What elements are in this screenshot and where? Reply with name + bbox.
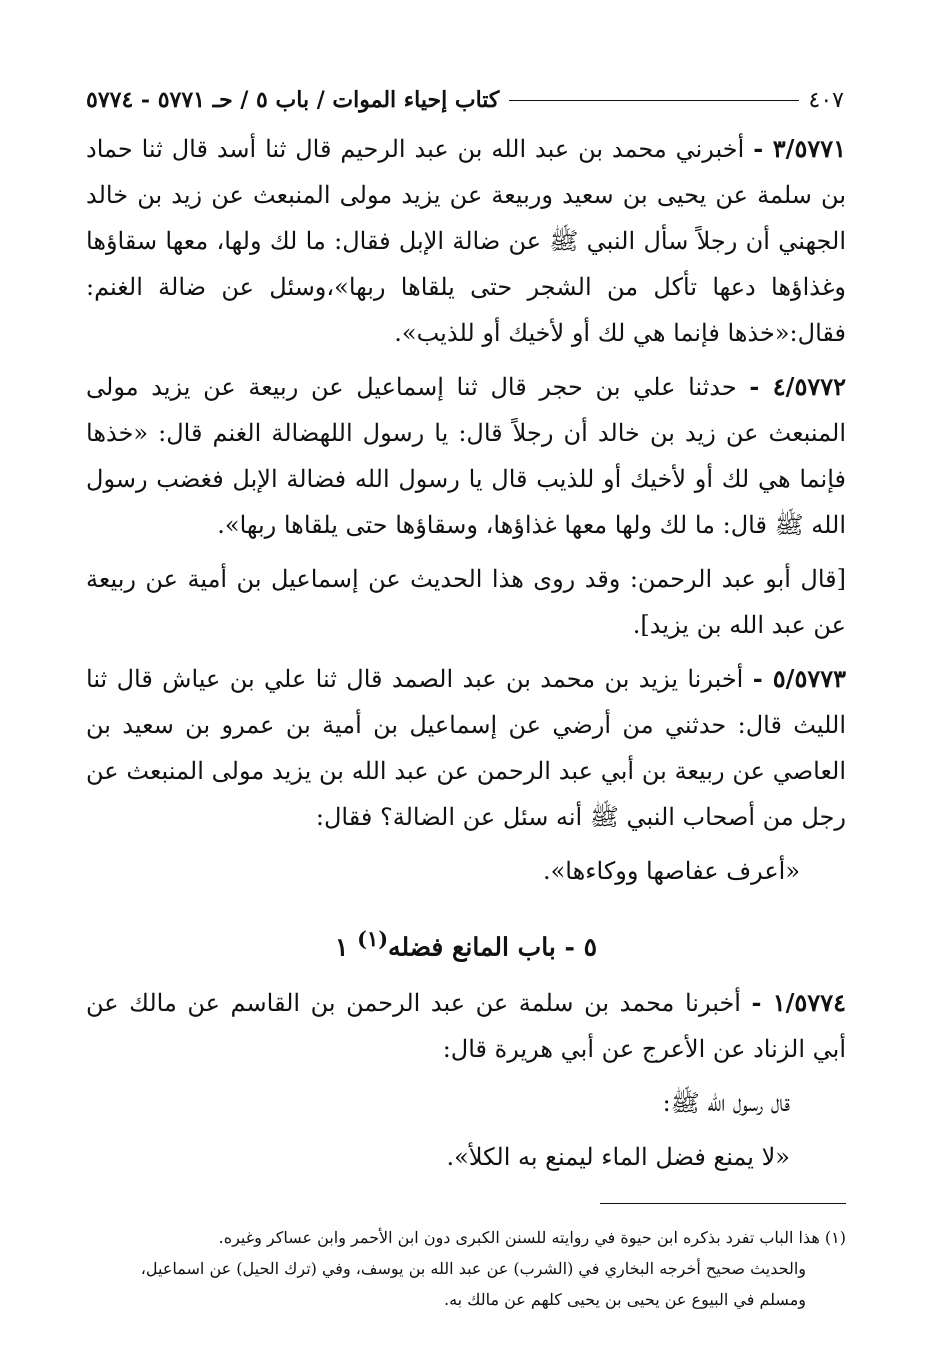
hadith-number: ٤/٥٧٧٢ - <box>749 372 846 401</box>
hadith-5772 <box>86 364 846 548</box>
hadith-number: ٥/٥٧٧٣ - <box>752 664 846 693</box>
header-rule <box>509 100 798 101</box>
footnote-text: ومسلم في البيوع عن يحيى بن يحيى كلهم عن مالك به. <box>444 1290 806 1309</box>
chapter-title: ٥ - باب المانع فضله <box>388 932 597 962</box>
page-number: ٤٠٧ <box>808 87 844 113</box>
editor-note: [قال أبو عبد الرحمن: وقد روى هذا الحديث عن إسماعيل بن أمية عن ربيعة عن عبد الله بن يزيد]. <box>86 565 846 639</box>
hadith-quote: «أعرف عفاصها ووكاءها». <box>542 857 800 885</box>
footnote-separator <box>600 1203 846 1204</box>
header-title: كتاب إحياء الموات / باب ٥ / حـ ٥٧٧١ - ٥٧٧٤ <box>86 87 500 113</box>
footnotes <box>86 1222 846 1315</box>
hadith-text: أخبرني محمد بن عبد الله بن عبد الرحيم قال ثنا أسد قال ثنا حماد بن سلمة عن يحيى بن سعيد وربيعة عن يزيد مولى المنبعث عن زيد بن خالد الجهني أن رجلاً سأل النبي ﷺ عن ضالة الإبل فقال: ما لك ولها، معها سقاؤها وغذاؤها دعها تأكل من الشجر حتى يلقاها ربها»،وسئل عن ضالة الغنم: فقال:«خذها فإنما هي لك أو لأخيك أو للذيب». <box>86 135 846 347</box>
footnote-text: هذا الباب تفرد بذكره ابن حيوة في روايته للسنن الكبرى دون ابن الأحمر وابن عساكر وغيره. <box>218 1228 820 1247</box>
page-body <box>86 126 846 1188</box>
hadith-speaker: قال رسول الله ﷺ: <box>662 1089 790 1118</box>
hadith-text: حدثنا علي بن حجر قال ثنا إسماعيل عن ربيعة عن يزيد مولى المنبعث عن زيد بن خالد أن رجلاً قال: يا رسول اللهضالة الغنم قال: «خذها فإنما هي لك أو لأخيك أو للذيب قال يا رسول الله فضالة الإبل فغضب رسول الله ﷺ قال: ما لك ولها معها غذاؤها، وسقاؤها حتى يلقاها ربها». <box>86 373 846 539</box>
footnote-marker: (١) <box>824 1228 846 1247</box>
hadith-quote: «لا يمنع فضل الماء ليمنع به الكلأ». <box>446 1143 790 1172</box>
hadith-5774 <box>86 980 846 1072</box>
hadith-number: ١/٥٧٧٤ - <box>751 988 846 1018</box>
chapter-tail: ١ <box>334 932 349 962</box>
hadith-5771 <box>86 126 846 356</box>
hadith-5773 <box>86 656 846 840</box>
hadith-text: أخبرنا يزيد بن محمد بن عبد الصمد قال ثنا علي بن عياش قال ثنا الليث قال: حدثني من أرضي عن إسماعيل بن أمية بن عمرو بن سعيد بن العاصي عن ربيعة بن أبي عبد الرحمن عن عبد الله بن يزيد مولى المنبعث عن رجل من أصحاب النبي ﷺ أنه سئل عن الضالة؟ فقال: <box>86 665 846 831</box>
chapter-heading <box>86 916 846 970</box>
footnote-1 <box>86 1222 846 1253</box>
footnote-marker: (١) <box>357 926 389 951</box>
hadith-number: ٣/٥٧٧١ - <box>753 134 846 163</box>
footnote-text: والحديث صحيح أخرجه البخاري في (الشرب) عن عبد الله بن يوسف، وفي (ترك الحيل) عن اسماعيل، <box>140 1259 806 1278</box>
hadith-text: أخبرنا محمد بن سلمة عن عبد الرحمن بن القاسم عن مالك عن أبي الزناد عن الأعرج عن أبي هريرة قال: <box>86 989 846 1064</box>
running-header <box>86 80 844 120</box>
